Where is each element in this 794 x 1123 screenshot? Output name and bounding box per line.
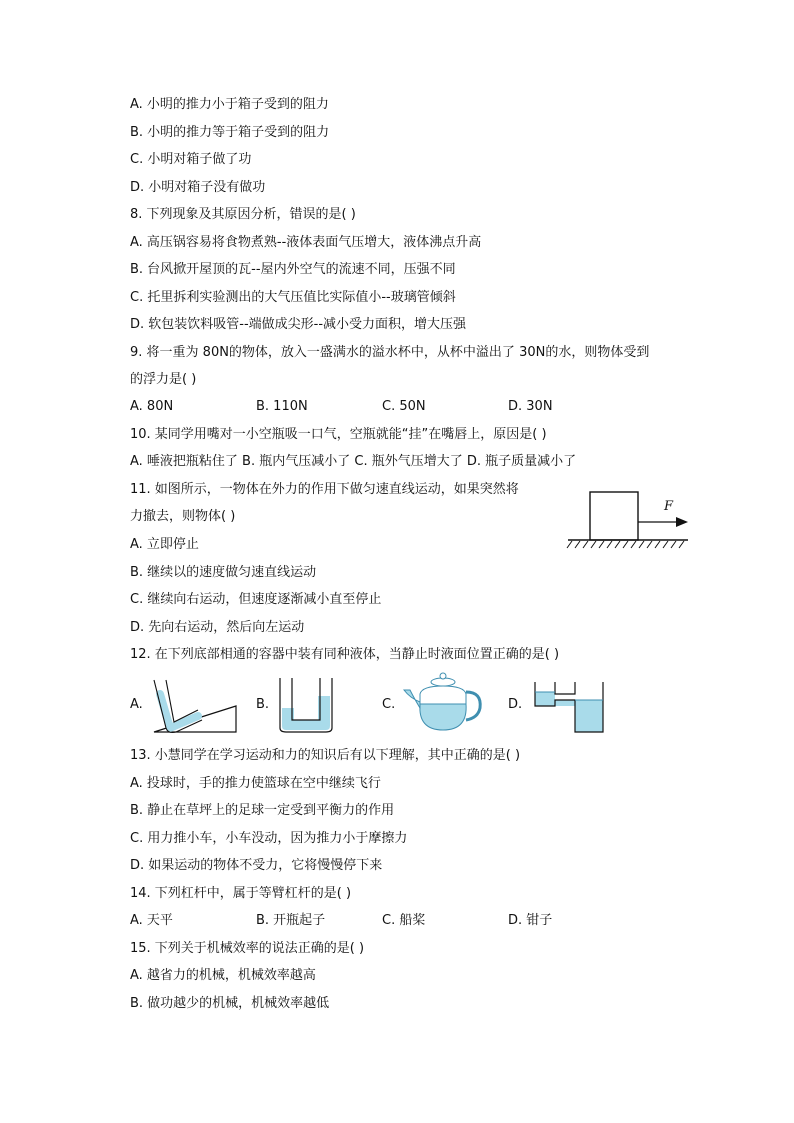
- q14-option-c: C. 船桨: [382, 913, 426, 928]
- q11-force-diagram: [566, 488, 690, 550]
- q11-option-d: D. 先向右运动，然后向左运动: [130, 620, 305, 635]
- q11-option-c: C. 继续向右运动，但速度逐渐减小直至停止: [130, 592, 382, 607]
- q10-options: A. 唾液把瓶粘住了 B. 瓶内气压减小了 C. 瓶外气压增大了 D. 瓶子质量减小了: [130, 454, 577, 469]
- box: [590, 492, 638, 540]
- q12-option-b-label: B.: [256, 697, 270, 712]
- q10-stem: 10. 某同学用嘴对一小空瓶吸一口气，空瓶就能“挂”在嘴唇上，原因是( ): [130, 427, 547, 442]
- q9-option-d: D. 30N: [508, 399, 553, 414]
- q14-option-d: D. 钳子: [508, 913, 553, 928]
- q13-option-a: A. 投球时，手的推力使篮球在空中继续飞行: [130, 776, 381, 791]
- q13-stem: 13. 小慧同学在学习运动和力的知识后有以下理解，其中正确的是( ): [130, 748, 521, 763]
- q9-stem-line2: 的浮力是( ): [130, 372, 197, 387]
- q9-option-c: C. 50N: [382, 399, 426, 414]
- q12-option-a-figure: [150, 676, 240, 736]
- q12-option-c-teapot: [400, 672, 486, 734]
- q11-option-b: B. 继续以的速度做匀速直线运动: [130, 565, 317, 580]
- q15-option-a: A. 越省力的机械，机械效率越高: [130, 968, 316, 983]
- ground-hatching: [567, 541, 684, 548]
- q8-option-a: A. 高压锅容易将食物煮熟--液体表面气压增大，液体沸点升高: [130, 235, 482, 250]
- q8-option-c: C. 托里拆利实验测出的大气压值比实际值小--玻璃管倾斜: [130, 290, 456, 305]
- q11-stem-line2: 力撤去，则物体( ): [130, 509, 236, 524]
- q12-option-d-label: D.: [508, 697, 523, 712]
- force-arrowhead: [676, 517, 688, 527]
- q15-option-b: B. 做功越少的机械，机械效率越低: [130, 996, 330, 1011]
- q9-stem-line1: 9. 将一重为 80N的物体，放入一盛满水的溢水杯中，从杯中溢出了 30N的水，则物体受到: [130, 345, 650, 360]
- q8-stem: 8. 下列现象及其原因分析，错误的是( ): [130, 207, 356, 222]
- q13-option-c: C. 用力推小车，小车没动，因为推力小于摩擦力: [130, 831, 408, 846]
- q7-option-a: A. 小明的推力小于箱子受到的阻力: [130, 97, 329, 112]
- q14-option-b: B. 开瓶起子: [256, 913, 326, 928]
- q13-option-d: D. 如果运动的物体不受力，它将慢慢停下来: [130, 858, 383, 873]
- q15-stem: 15. 下列关于机械效率的说法正确的是( ): [130, 941, 365, 956]
- q8-option-d: D. 软包装饮料吸管--端做成尖形--减小受力面积，增大压强: [130, 317, 467, 332]
- q13-option-b: B. 静止在草坪上的足球一定受到平衡力的作用: [130, 803, 395, 818]
- q7-option-c: C. 小明对箱子做了功: [130, 152, 252, 167]
- q8-option-b: B. 台风掀开屋顶的瓦--屋内外空气的流速不同，压强不同: [130, 262, 456, 277]
- q9-option-a: A. 80N: [130, 399, 174, 414]
- q14-stem: 14. 下列杠杆中，属于等臂杠杆的是( ): [130, 886, 352, 901]
- q12-stem: 12. 在下列底部相通的容器中装有同种液体，当静止时液面位置正确的是( ): [130, 647, 560, 662]
- q12-option-a-label: A.: [130, 697, 143, 712]
- q12-option-b-figure: [276, 676, 336, 734]
- q14-option-a: A. 天平: [130, 913, 173, 928]
- q11-stem-line1: 11. 如图所示，一物体在外力的作用下做匀速直线运动，如果突然将: [130, 482, 519, 497]
- q9-option-b: B. 110N: [256, 399, 308, 414]
- force-label: F: [664, 499, 674, 514]
- q7-option-d: D. 小明对箱子没有做功: [130, 180, 266, 195]
- q12-option-d-figure: [532, 680, 608, 734]
- q12-option-c-label: C.: [382, 697, 396, 712]
- q7-option-b: B. 小明的推力等于箱子受到的阻力: [130, 125, 330, 140]
- q11-option-a: A. 立即停止: [130, 537, 199, 552]
